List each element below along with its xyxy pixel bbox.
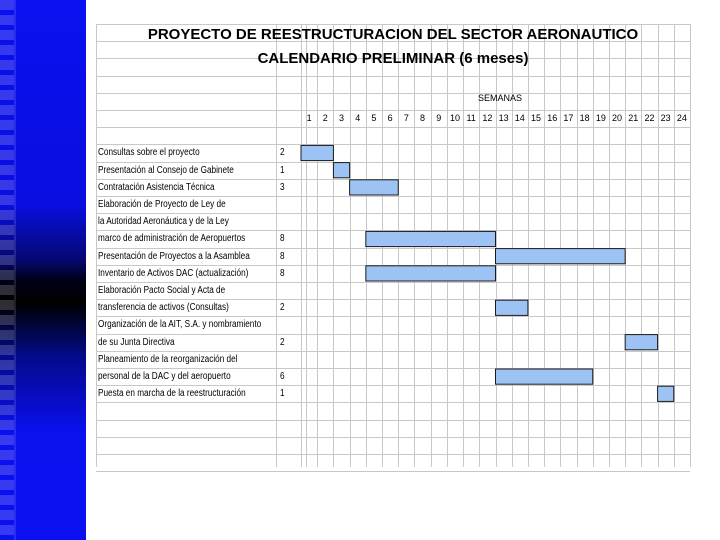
task-label: Consultas sobre el proyecto	[98, 147, 200, 159]
task-bar	[301, 145, 333, 160]
week-header-12: 12	[482, 113, 493, 123]
task-label: Elaboración Pacto Social y Acta de	[98, 285, 226, 296]
task-label: Contratación Asistencia Técnica	[98, 181, 215, 193]
week-header-8: 8	[420, 113, 426, 123]
task-bar	[496, 300, 528, 315]
task-bar	[496, 249, 626, 264]
week-header-17: 17	[563, 113, 574, 123]
task-duration: 8	[280, 267, 285, 279]
week-header-10: 10	[449, 113, 460, 123]
task-label: Inventario de Activos DAC (actualización)	[98, 267, 249, 279]
task-bar	[366, 231, 496, 246]
week-header-6: 6	[387, 113, 393, 123]
week-header-9: 9	[436, 113, 442, 123]
task-bar	[625, 335, 657, 350]
task-duration: 1	[280, 388, 285, 400]
task-duration: 6	[280, 371, 285, 382]
task-bar	[333, 163, 349, 178]
task-label: marco de administración de Aeropuertos	[98, 233, 246, 245]
week-header-13: 13	[498, 113, 509, 123]
task-bar	[366, 266, 496, 281]
week-header-4: 4	[355, 113, 361, 123]
week-header-16: 16	[547, 113, 558, 123]
task-label: personal de la DAC y del aeropuerto	[98, 371, 231, 382]
task-bar	[658, 386, 674, 401]
task-bar	[496, 369, 593, 384]
task-duration: 1	[280, 164, 285, 176]
task-label: transferencia de activos (Consultas)	[98, 302, 229, 314]
task-label: de su Junta Directiva	[98, 336, 175, 348]
week-header-15: 15	[531, 113, 542, 123]
task-label: Elaboración de Proyecto de Ley de	[98, 199, 226, 210]
week-header-24: 24	[676, 113, 687, 123]
title-line-1: PROYECTO DE REESTRUCTURACION DEL SECTOR AERONAUTICO	[147, 26, 639, 43]
task-label: Planeamiento de la reorganización del	[98, 353, 238, 365]
task-label: Puesta en marcha de la reestructuración	[98, 388, 246, 400]
task-label: Organización de la AIT, S.A. y nombramiento	[98, 319, 262, 331]
task-duration: 2	[280, 302, 285, 314]
week-header-11: 11	[466, 113, 476, 123]
week-header-5: 5	[371, 113, 377, 123]
week-header-23: 23	[660, 113, 671, 123]
task-label: Presentación al Consejo de Gabinete	[98, 164, 234, 176]
week-header-18: 18	[579, 113, 590, 123]
week-header-20: 20	[612, 113, 623, 123]
week-header-1: 1	[306, 113, 312, 123]
week-header-2: 2	[322, 113, 328, 123]
task-label: Presentación de Proyectos a la Asamblea	[98, 250, 250, 262]
task-duration: 2	[280, 147, 285, 159]
title-line-2: CALENDARIO PRELIMINAR (6 meses)	[257, 50, 529, 67]
task-label: la Autoridad Aeronáutica y de la Ley	[98, 216, 229, 228]
week-header-19: 19	[595, 113, 606, 123]
task-duration: 8	[280, 233, 285, 245]
task-bar	[350, 180, 399, 195]
weeks-label: SEMANAS	[477, 93, 522, 103]
week-header-7: 7	[403, 113, 409, 123]
task-duration: 2	[280, 336, 285, 348]
task-duration: 8	[280, 250, 285, 262]
task-duration: 3	[280, 181, 285, 193]
week-header-14: 14	[514, 113, 525, 123]
week-header-3: 3	[339, 113, 345, 123]
week-header-22: 22	[644, 113, 655, 123]
week-header-21: 21	[628, 113, 639, 123]
